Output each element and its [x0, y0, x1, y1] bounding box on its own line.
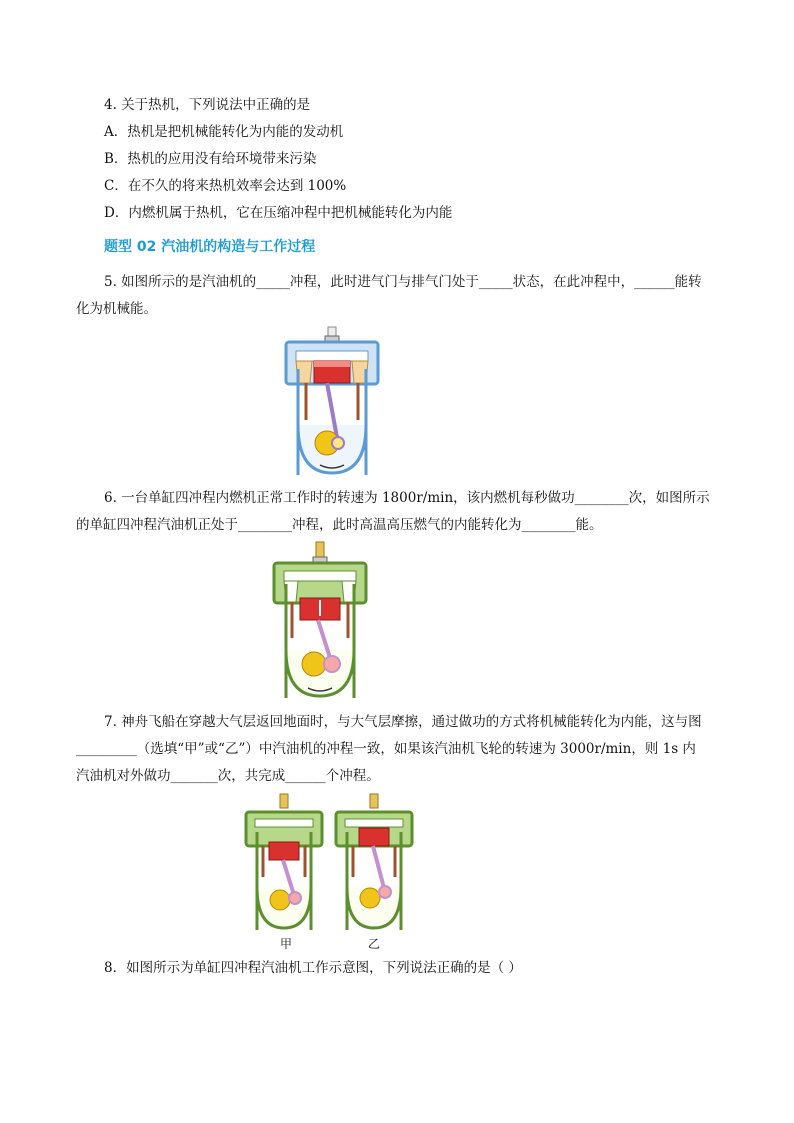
- caption-jia: 甲: [280, 937, 293, 951]
- engine-figure-q7-yi: [333, 792, 415, 930]
- q8-stem: 8．如图所示为单缸四冲程汽油机工作示意图，下列说法正确的是（ ）: [104, 960, 522, 976]
- q5-line2: 化为机械能。: [76, 301, 157, 317]
- q7-line3: 汽油机对外做功_______次，共完成______个冲程。: [76, 768, 380, 784]
- caption-yi: 乙: [368, 937, 381, 951]
- q6-line2: 的单缸四冲程汽油机正处于________冲程，此时高温高压燃气的内能转化为________能。: [76, 517, 603, 533]
- section-heading: 题型 02 汽油机的构造与工作过程: [104, 239, 316, 255]
- engine-figure-q6: [270, 540, 370, 698]
- q4-option-a: A．热机是把机械能转化为内能的发动机: [104, 124, 344, 140]
- q4-option-d: D．内燃机属于热机，它在压缩冲程中把机械能转化为内能: [104, 205, 453, 221]
- q7-line1: 7. 神舟飞船在穿越大气层返回地面时，与大气层摩擦，通过做功的方式将机械能转化为内能，这与图: [104, 714, 702, 730]
- q4-option-b: B．热机的应用没有给环境带来污染: [104, 151, 317, 167]
- q6-line1: 6. 一台单缸四冲程内燃机正常工作时的转速为 1800r/min，该内燃机每秒做功________次，如图所示: [104, 490, 710, 506]
- engine-figure-q5: [282, 325, 382, 475]
- q7-line2: _________（选填“甲”或“乙”）中汽油机的冲程一致，如果该汽油机飞轮的转速为 3000r/min，则 1s 内: [76, 741, 696, 757]
- q4-stem: 4. 关于热机，下列说法中正确的是: [104, 97, 311, 113]
- q5-line1: 5. 如图所示的是汽油机的_____冲程，此时进气门与排气门处于_____状态，在此冲程中，______能转: [104, 274, 702, 290]
- engine-figure-q7-jia: [243, 792, 325, 930]
- q4-option-c: C．在不久的将来热机效率会达到 100%: [104, 178, 347, 194]
